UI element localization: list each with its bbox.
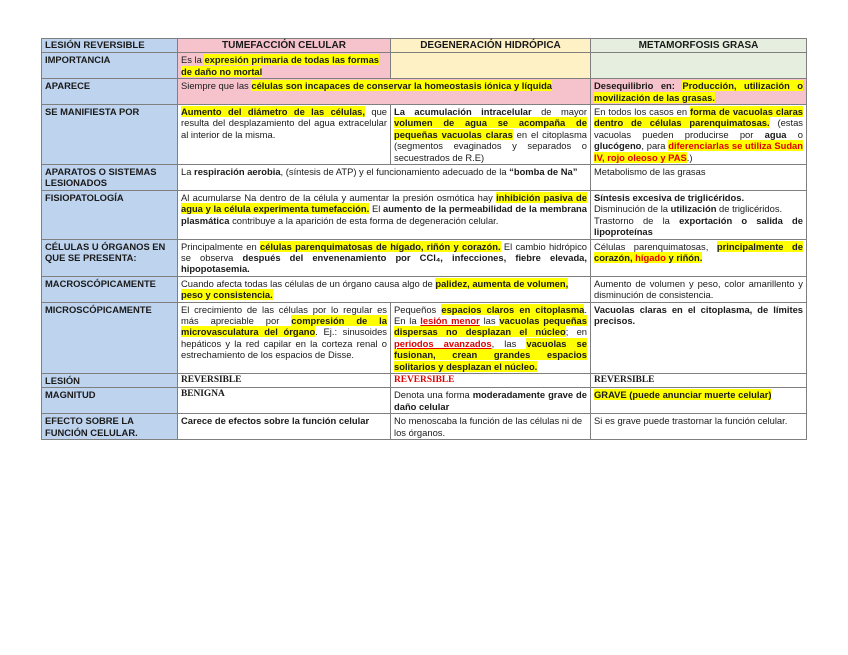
- text: Síntesis excesiva de triglicéridos.: [594, 191, 745, 203]
- text: , las: [491, 337, 527, 349]
- text: que resulta del desplazamiento del agua extracelular al interior de la misma.: [181, 106, 387, 140]
- row-magnitud: [42, 388, 807, 414]
- text: Denota una forma: [394, 389, 473, 401]
- text: El cambio hidrópico se observa: [181, 240, 587, 263]
- highlight: células son incapaces de conservar la homeostasis iónica y líquida: [251, 80, 553, 92]
- row-aparece: [42, 79, 807, 105]
- efecto-tumefaccion: Carece de efectos sobre la función celular: [178, 414, 391, 440]
- text: La acumulación intracelular: [394, 106, 532, 118]
- text: , (síntesis de ATP) y el funcionamiento adecuado de la: [280, 166, 510, 178]
- text: (estas vacuolas pueden producirse por: [594, 117, 803, 140]
- micro-degeneracion: [391, 302, 591, 373]
- text: El crecimiento de las células por lo regular es más apreciable por: [181, 303, 387, 326]
- row-celulas: [42, 239, 807, 276]
- macro-metamorfosis: Aumento de volumen y peso, color amarillento y disminución de consistencia.: [591, 276, 807, 302]
- highlight: hígado: [635, 251, 666, 263]
- label-fisiopatologia: FISIOPATOLOGÍA: [42, 190, 178, 239]
- label-microscopicamente: MICROSCÓPICAMENTE: [42, 302, 178, 373]
- row-aparatos: [42, 165, 807, 191]
- magnitud-tumefaccion: BENIGNA: [178, 388, 391, 414]
- text: respiración aerobia: [194, 166, 281, 178]
- text: En todos los casos en: [594, 106, 690, 118]
- highlight: vacuolas se fusionan, crean grandes espacios solitarios y desplazan el núcleo.: [394, 337, 587, 372]
- row-manifiesta: [42, 105, 807, 165]
- header-degeneracion: DEGENERACIÓN HIDRÓPICA: [391, 39, 591, 53]
- importancia-degeneracion: [391, 53, 591, 79]
- text: aumento de la permeabilidad de la membrana plasmática: [181, 203, 587, 226]
- lesion-tumefaccion: REVERSIBLE: [178, 373, 391, 387]
- highlight: espacios claros en citoplasma: [441, 303, 585, 315]
- text: Principalmente en: [181, 240, 260, 252]
- text: .): [686, 151, 693, 163]
- text: de triglicéridos.: [716, 203, 783, 215]
- highlight: inhibición pasiva de agua y la célula experimenta tumefacción.: [181, 191, 587, 215]
- header-tumefaccion: TUMEFACCIÓN CELULAR: [178, 39, 391, 53]
- label-magnitud: MAGNITUD: [42, 388, 178, 414]
- importancia-metamorfosis: [591, 53, 807, 79]
- manifiesta-degeneracion: [391, 105, 591, 165]
- macro-tumefaccion-degeneracion: [178, 276, 591, 302]
- aparatos-tumefaccion-degeneracion: [178, 165, 591, 191]
- text: contribuye a la aparición de esta forma de degeneración celular.: [229, 214, 499, 226]
- highlight: Aumento del diámetro de las células,: [181, 106, 365, 118]
- highlight: células parenquimatosas de hígado, riñón y corazón.: [260, 240, 501, 252]
- text: Desequilibrio en:: [594, 80, 683, 92]
- manifiesta-tumefaccion: [178, 105, 391, 165]
- text: La: [181, 166, 195, 178]
- manifiesta-metamorfosis: [591, 105, 807, 165]
- text: o: [786, 128, 803, 140]
- text: agua: [764, 128, 787, 140]
- text: Cuando afecta todas las células de un órgano causa algo de: [181, 277, 436, 289]
- fisio-tumefaccion-degeneracion: [178, 190, 591, 239]
- text: exportación o salida de lipoproteínas: [594, 214, 804, 238]
- header-row: [42, 39, 807, 53]
- label-lesion: LESIÓN: [42, 373, 178, 387]
- magnitud-metamorfosis: [591, 388, 807, 414]
- highlight: expresión primaria de todas las formas de daño no mortal: [181, 54, 379, 77]
- aparatos-metamorfosis: Metabolismo de las grasas: [591, 165, 807, 191]
- text: Vacuolas claras en el citoplasma, de límites precisos.: [594, 303, 803, 326]
- magnitud-degeneracion: [391, 388, 591, 414]
- text: Células parenquimatosas,: [594, 240, 717, 252]
- highlight: principalmente de corazón,: [594, 240, 803, 263]
- text: Disminución de la: [594, 203, 671, 215]
- text: . En la: [394, 303, 587, 326]
- label-manifiesta: SE MANIFIESTA POR: [42, 105, 178, 165]
- highlight: GRAVE (puede anunciar muerte celular): [594, 389, 772, 401]
- text: Es la: [181, 54, 205, 66]
- highlight: diferenciarlas se utiliza Sudan IV, rojo oleoso y PAS: [594, 140, 803, 163]
- row-efecto: [42, 414, 807, 440]
- text: El: [369, 203, 384, 215]
- text: Siempre que las: [181, 80, 252, 92]
- row-importancia: [42, 53, 807, 79]
- label-macroscopicamente: MACROSCÓPICAMENTE: [42, 276, 178, 302]
- label-aparece: APARECE: [42, 79, 178, 105]
- highlight: vacuolas pequeñas dispersas no desplazan el núcleo: [394, 314, 587, 338]
- label-aparatos: APARATOS O SISTEMAS LESIONADOS: [42, 165, 178, 191]
- text: , para: [641, 140, 669, 152]
- row-microscopicamente: [42, 302, 807, 373]
- text: “bomba de Na”: [509, 166, 578, 178]
- aparece-tumefaccion-degeneracion: [178, 79, 591, 105]
- highlight: volumen de agua se acompaña de pequeñas vacuolas claras: [394, 117, 587, 140]
- text: Trastorno de la: [594, 214, 680, 226]
- importancia-tumefaccion: [178, 53, 391, 79]
- text: utilización: [670, 203, 717, 215]
- highlight: y riñón.: [665, 251, 703, 263]
- highlight: compresión de la microvasculatura del órgano: [181, 314, 387, 338]
- text: . Ej.: sinusoides hepáticos y la red capilar en la corteza renal o estrechamiento de los espacios de Disse.: [181, 326, 387, 361]
- text: de mayor: [531, 106, 587, 118]
- fisio-metamorfosis: [591, 190, 807, 239]
- header-metamorfosis: METAMORFOSIS GRASA: [591, 39, 807, 53]
- label-efecto: EFECTO SOBRE LA FUNCIÓN CELULAR.: [42, 414, 178, 440]
- label-celulas: CÉLULAS U ÓRGANOS EN QUE SE PRESENTA:: [42, 239, 178, 276]
- efecto-degeneracion: No menoscaba la función de las células ni de los órganos.: [391, 414, 591, 440]
- highlight: Producción, utilización o movilización de las grasas.: [594, 80, 803, 103]
- row-fisiopatologia: [42, 190, 807, 239]
- highlight: palidez, aumenta de volumen, peso y consistencia.: [181, 277, 569, 301]
- row-lesion: [42, 373, 807, 387]
- header-lesion-reversible: LESIÓN REVERSIBLE: [42, 39, 178, 53]
- text: moderadamente grave de daño celular: [394, 389, 587, 412]
- efecto-metamorfosis: Si es grave puede trastornar la función celular.: [591, 414, 807, 440]
- text: en el citoplasma (segmentos evaginados y separados o secuestrados de R.E): [394, 128, 587, 163]
- lesion-reversible-table: [41, 38, 807, 440]
- row-macroscopicamente: [42, 276, 807, 302]
- text: las: [479, 314, 500, 326]
- text: después del envenenamiento por CCl₄, infecciones, fiebre elevada, hipopotasemia.: [181, 251, 587, 275]
- highlight: forma de vacuolas claras dentro de células parenquimatosas.: [594, 106, 803, 129]
- text: ; en: [565, 326, 587, 338]
- lesion-metamorfosis: REVERSIBLE: [591, 373, 807, 387]
- text: lesión menor: [420, 314, 480, 326]
- text: glucógeno: [594, 140, 642, 152]
- celulas-metamorfosis: [591, 239, 807, 276]
- lesion-degeneracion: REVERSIBLE: [391, 373, 591, 387]
- micro-tumefaccion: [178, 302, 391, 373]
- text: periodos avanzados: [394, 337, 492, 349]
- aparece-metamorfosis: [591, 79, 807, 105]
- text: Al acumularse Na dentro de la célula y aumentar la presión osmótica hay: [181, 191, 497, 203]
- text: Pequeños: [394, 303, 442, 315]
- label-importancia: IMPORTANCIA: [42, 53, 178, 79]
- celulas-tumefaccion-degeneracion: [178, 239, 591, 276]
- micro-metamorfosis: [591, 302, 807, 373]
